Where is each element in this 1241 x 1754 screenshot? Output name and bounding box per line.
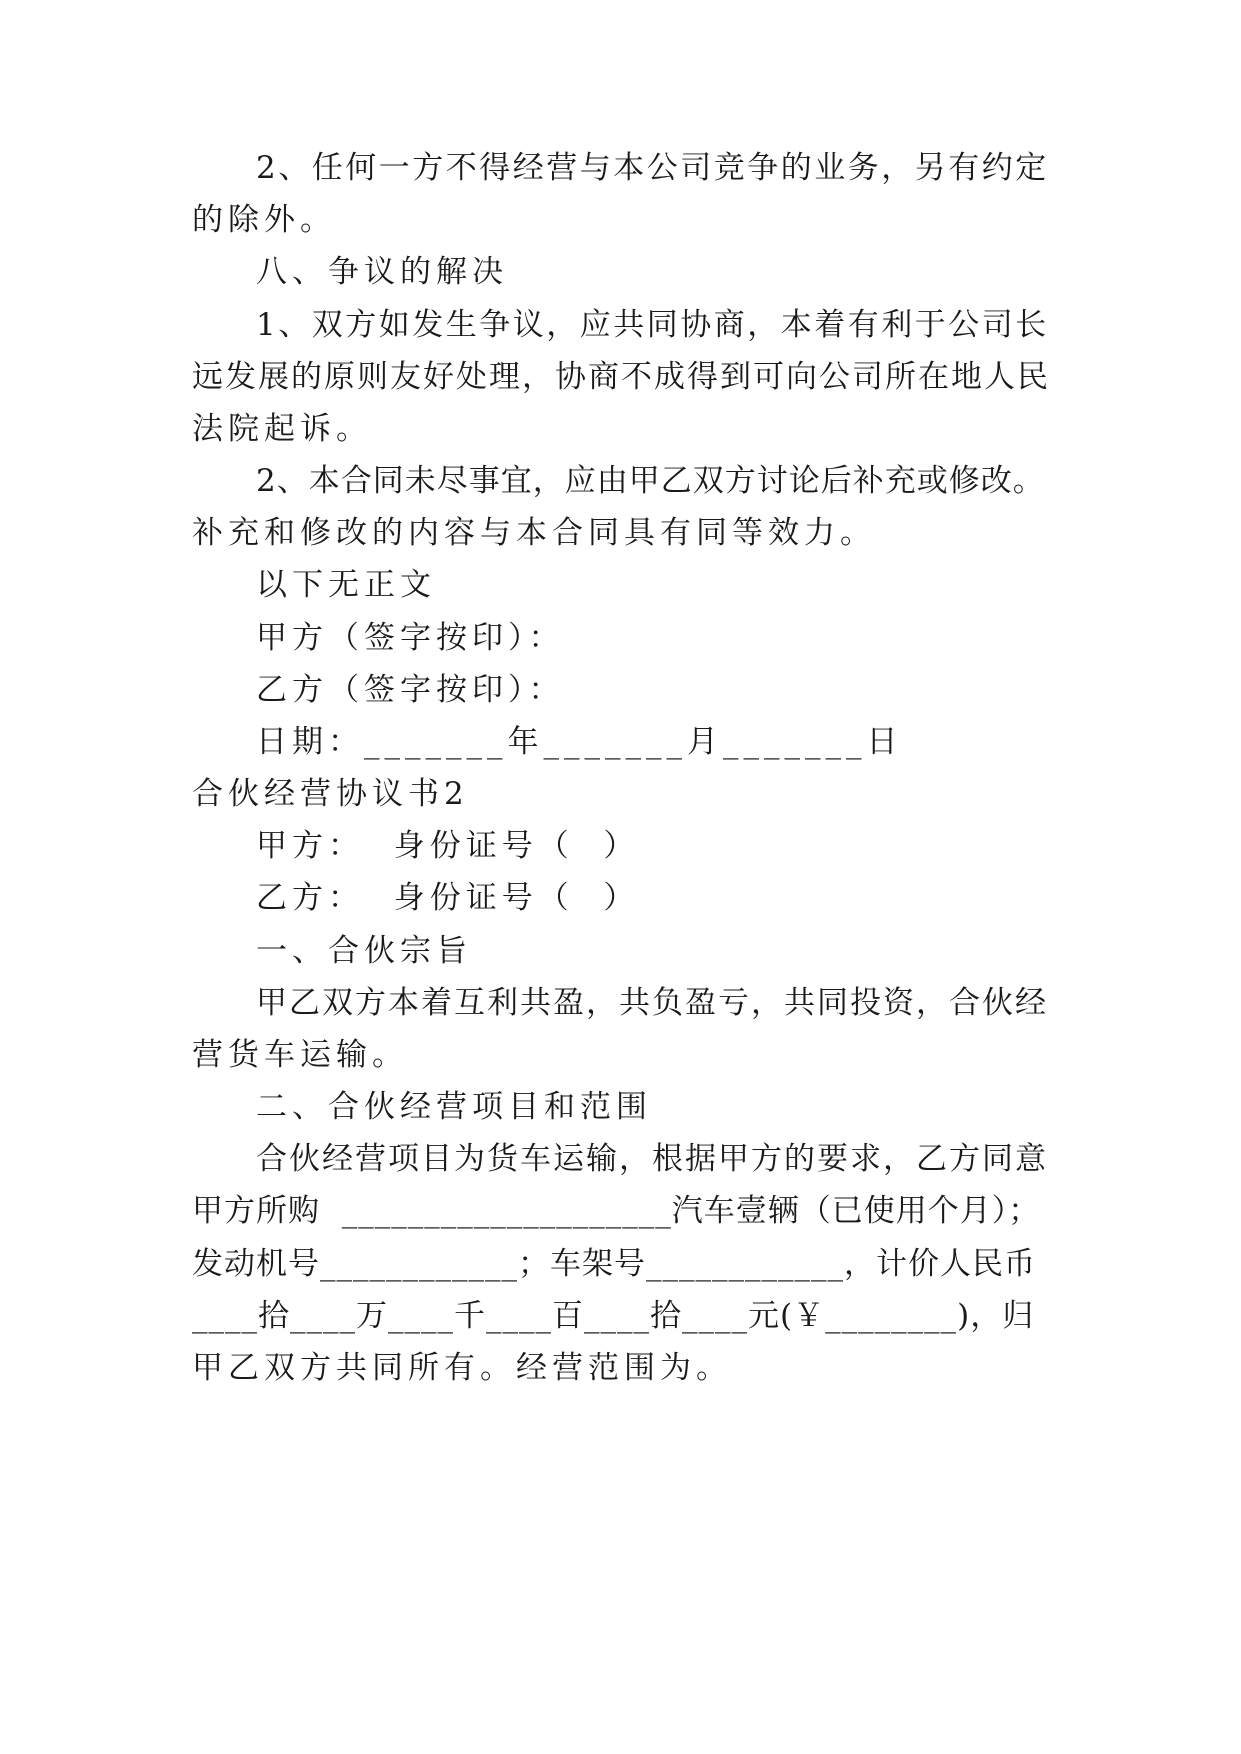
paragraph-line: 以下无正文 bbox=[256, 567, 436, 603]
paragraph-line: 甲乙双方共同所有。经营范围为。 bbox=[192, 1350, 732, 1386]
section-heading: 二、合伙经营项目和范围 bbox=[256, 1089, 652, 1125]
paragraph-line: 发动机号____________；车架号____________，计价人民币 bbox=[192, 1246, 1036, 1282]
paragraph-line: 的除外。 bbox=[192, 202, 336, 238]
paragraph-line: 法院起诉。 bbox=[192, 411, 372, 447]
paragraph-line: 远发展的原则友好处理，协商不成得到可向公司所在地人民 bbox=[192, 359, 1050, 395]
signature-line-party-a: 甲方（签字按印）： bbox=[256, 620, 565, 656]
paragraph-line: 合伙经营项目为货车运输，根据甲方的要求，乙方同意 bbox=[256, 1141, 1048, 1177]
paragraph-line: 补充和修改的内容与本合同具有同等效力。 bbox=[192, 515, 876, 551]
paragraph-line: 甲方所购 ____________________汽车壹辆（已使用个月）； bbox=[192, 1193, 1041, 1229]
paragraph-line: ____拾____万____千____百____拾____元(￥________)，归 bbox=[192, 1298, 1035, 1334]
paragraph-line: 营货车运输。 bbox=[192, 1037, 408, 1073]
paragraph-line: 2、任何一方不得经营与本公司竞争的业务，另有约定 bbox=[256, 150, 1049, 186]
party-a-id-line: 甲方： 身份证号（ ） bbox=[256, 828, 640, 864]
document-title: 合伙经营协议书2 bbox=[192, 776, 469, 812]
paragraph-line: 2、本合同未尽事宜，应由甲乙双方讨论后补充或修改。 bbox=[256, 463, 1045, 499]
date-line: 日期：_______年_______月_______日 bbox=[256, 724, 903, 760]
section-heading: 一、合伙宗旨 bbox=[256, 933, 472, 969]
party-b-id-line: 乙方： 身份证号（ ） bbox=[256, 880, 640, 916]
paragraph-line: 1、双方如发生争议，应共同协商，本着有利于公司长 bbox=[256, 307, 1049, 343]
section-heading: 八、争议的解决 bbox=[256, 254, 508, 290]
paragraph-line: 甲乙双方本着互利共盈，共负盈亏，共同投资，合伙经 bbox=[256, 985, 1048, 1021]
signature-line-party-b: 乙方（签字按印）： bbox=[256, 672, 565, 708]
